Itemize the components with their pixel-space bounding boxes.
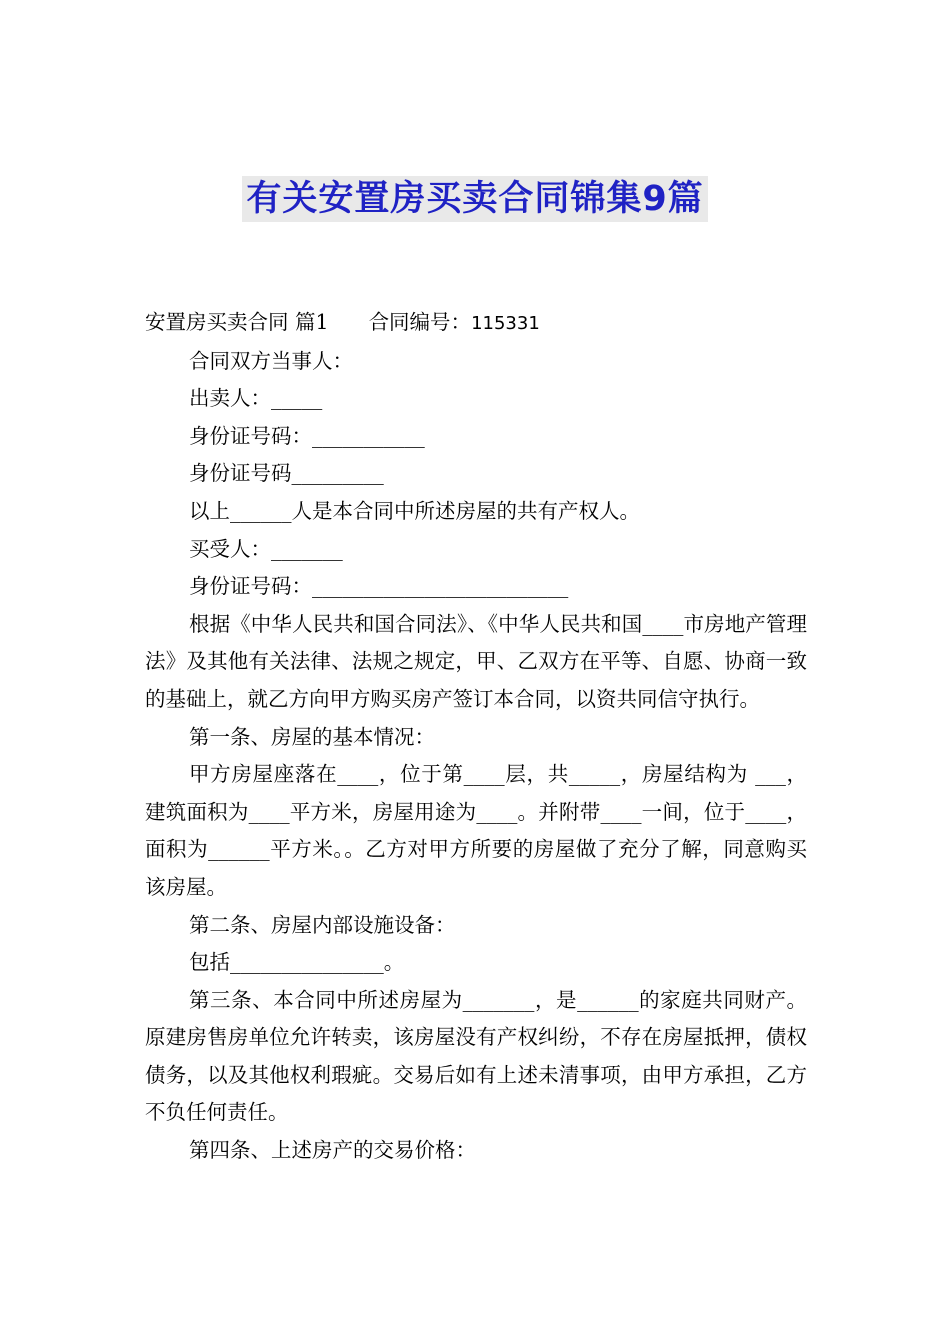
paragraph-article-1-body: 甲方房屋座落在____，位于第____层，共_____，房屋结构为 ___，建筑面积为____平方米，房屋用途为____。并附带____一间，位于____，面积为______平方米。。乙方对甲方所要的房屋做了充分了解，同意购买该房屋。 xyxy=(145,762,807,899)
contract-heading xyxy=(145,304,807,343)
paragraph-buyer-id: 身份证号码：_________________________ xyxy=(189,574,569,599)
title-container xyxy=(0,176,950,222)
paragraph-seller-id-1: 身份证号码：___________ xyxy=(189,423,425,448)
paragraph-article-2-body: 包括_______________。 xyxy=(189,950,405,975)
contract-code-value: 115331 xyxy=(471,313,540,334)
paragraph-buyer: 买受人：_______ xyxy=(189,536,343,561)
paragraph-article-1-title: 第一条、房屋的基本情况： xyxy=(189,724,435,749)
contract-name: 安置房买卖合同 篇1 xyxy=(145,310,329,334)
paragraph-seller: 出卖人：_____ xyxy=(189,386,323,411)
contract-code-label: 合同编号： xyxy=(368,310,472,334)
document-body xyxy=(145,304,807,1170)
document-title: 有关安置房买卖合同锦集9篇 xyxy=(242,176,707,222)
paragraph-parties: 合同双方当事人： xyxy=(189,348,353,373)
paragraph-article-2-title: 第二条、房屋内部设施设备： xyxy=(189,912,456,937)
paragraph-co-owners: 以上______人是本合同中所述房屋的共有产权人。 xyxy=(189,498,640,523)
paragraph-article-3: 第三条、本合同中所述房屋为_______，是______的家庭共同财产。原建房售房单位允许转卖，该房屋没有产权纠纷，不存在房屋抵押，债权债务，以及其他权利瑕疵。交易后如有上述未清事项，由甲方承担，乙方不负任何责任。 xyxy=(145,987,807,1125)
paragraph-seller-id-2: 身份证号码_________ xyxy=(189,461,384,486)
paragraph-article-4-title: 第四条、上述房产的交易价格： xyxy=(189,1138,476,1163)
paragraph-legal-basis: 根据《中华人民共和国合同法》、《中华人民共和国____市房地产管理法》及其他有关法律、法规之规定，甲、乙双方在平等、自愿、协商一致的基础上，就乙方向甲方购买房产签订本合同，以资共同信守执行。 xyxy=(145,611,807,711)
